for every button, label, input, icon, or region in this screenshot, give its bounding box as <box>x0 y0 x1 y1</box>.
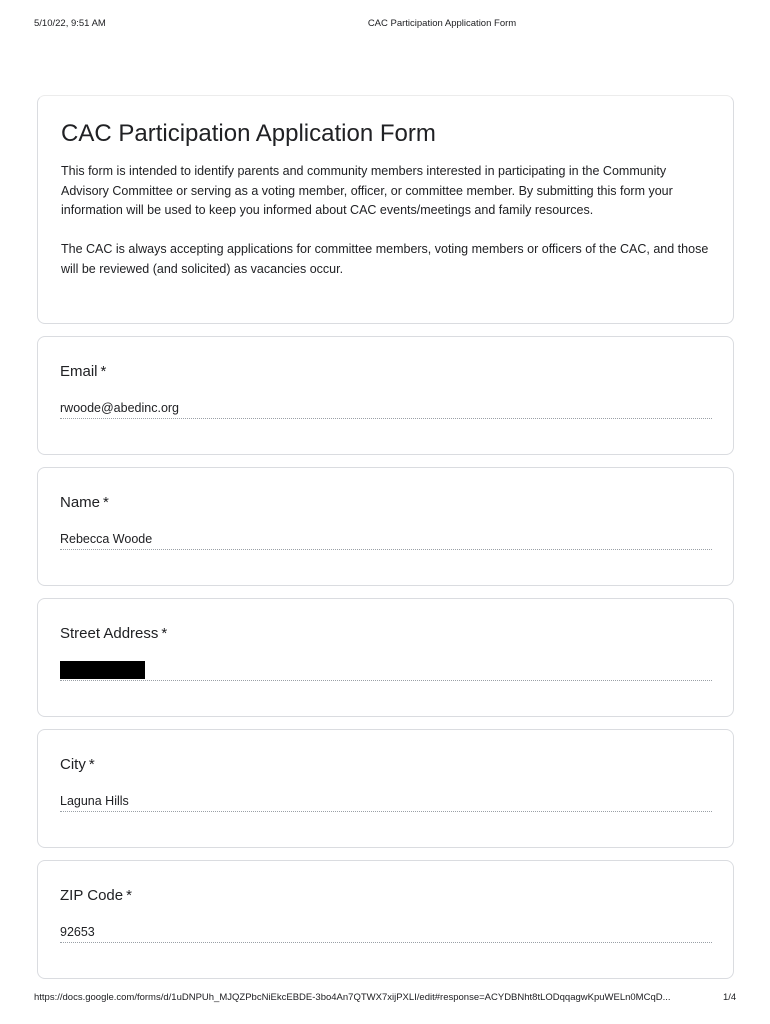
question-label <box>60 625 167 642</box>
question-label <box>60 363 106 380</box>
question-card-zip-code <box>37 860 734 979</box>
answer-text: 92653 <box>60 925 95 939</box>
answer-text: rwoode@abedinc.org <box>60 401 180 415</box>
page-number: 1/4 <box>723 992 737 1003</box>
print-timestamp: 5/10/22, 9:51 AM <box>34 18 106 29</box>
required-asterisk: * <box>88 756 95 773</box>
answer-text: Laguna Hills <box>60 794 129 808</box>
question-label-text: Email <box>60 363 98 380</box>
required-asterisk: * <box>103 494 109 511</box>
question-card-city <box>37 729 734 848</box>
question-label-text: Street Address <box>60 625 159 642</box>
form-header-card <box>37 95 734 324</box>
form-description-paragraph: The CAC is always accepting applications for committee members, voting members or officers of the CAC, and those will be reviewed (and solicited) as vacancies occur. <box>61 242 709 276</box>
question-label-text: ZIP Code <box>60 887 124 904</box>
question-label <box>60 494 109 511</box>
print-header <box>0 18 770 32</box>
form-description <box>61 162 713 299</box>
required-asterisk: * <box>126 887 132 904</box>
name-answer-field[interactable] <box>60 530 712 550</box>
print-title: CAC Participation Application Form <box>367 18 517 29</box>
answer-text: Rebecca Woode <box>60 532 153 546</box>
email-answer-field[interactable] <box>60 399 712 419</box>
form-title: CAC Participation Application Form <box>61 120 436 147</box>
print-footer <box>0 992 770 1006</box>
zip-code-answer-field[interactable] <box>60 923 712 943</box>
question-label-text: City <box>60 756 86 773</box>
question-card-street-address <box>37 598 734 717</box>
question-card-email <box>37 336 734 455</box>
question-label <box>60 887 132 904</box>
redaction-block <box>60 661 145 679</box>
question-label <box>60 756 95 773</box>
required-asterisk: * <box>100 363 107 380</box>
question-label-text: Name <box>60 494 101 511</box>
form-description-paragraph: This form is intended to identify parents and community members interested in participating in the Community Advisory Committee or serving as a voting member, officer, or committee member. By submitting this form your information will be used to keep you informed about CAC events/meetings and family resources. <box>61 164 673 217</box>
question-card-name <box>37 467 734 586</box>
city-answer-field[interactable] <box>60 792 712 812</box>
street-address-answer-field[interactable] <box>60 661 712 681</box>
print-url: https://docs.google.com/forms/d/1uDNPUh_MJQZPbcNiEkcEBDE-3bo4An7QTWX7xijPXLI/edit#response=ACYDBNht8tLODqqagwKpuWELn0MCqD... <box>34 992 671 1003</box>
required-asterisk: * <box>161 625 168 642</box>
